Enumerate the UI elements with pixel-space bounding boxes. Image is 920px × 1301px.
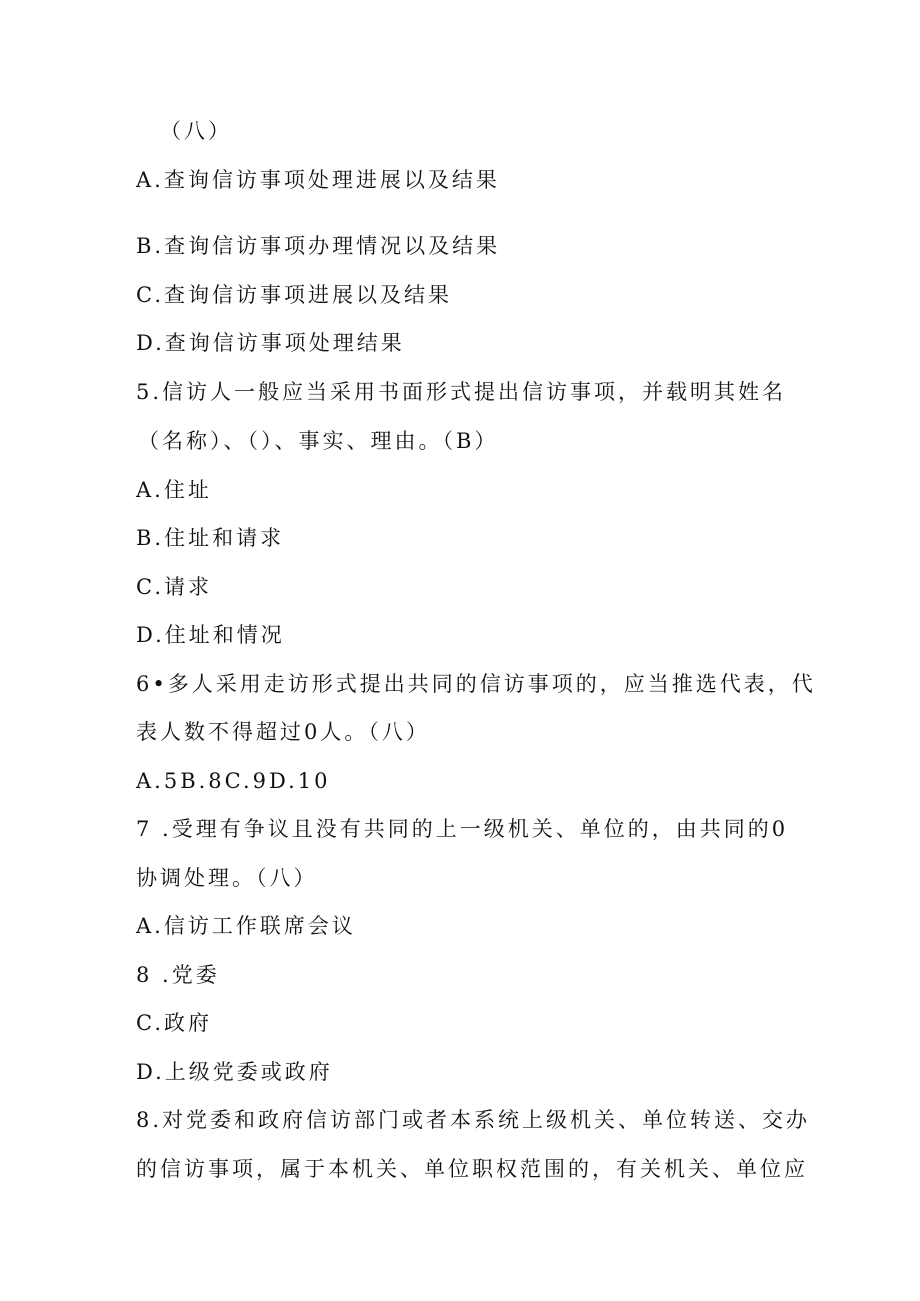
question-7: 7 .受理有争议且没有共同的上一级机关、单位的，由共同的0 [136, 817, 789, 841]
option-a: A.查询信访事项处理进展以及结果 [136, 168, 500, 192]
option-b: 8 .党委 [136, 963, 220, 987]
option-d: D.上级党委或政府 [136, 1060, 333, 1084]
question-6: 6•多人采用走访形式提出共同的信访事项的，应当推选代表，代 [136, 672, 816, 696]
question-8: 8.对党委和政府信访部门或者本系统上级机关、单位转送、交办 [136, 1108, 811, 1132]
question-8-cont: 的信访事项，属于本机关、单位职权范围的，有关机关、单位应 [136, 1157, 808, 1181]
option-c: C.政府 [136, 1011, 212, 1035]
option-c: C.请求 [136, 575, 212, 599]
answer-line: （八） [160, 119, 232, 143]
question-7-cont: 协调处理。（八） [136, 866, 318, 890]
option-b: B.查询信访事项办理情况以及结果 [136, 234, 501, 258]
options-inline: A.5B.8C.9D.10 [136, 769, 331, 793]
option-a: A.住址 [136, 478, 212, 502]
option-c: C.查询信访事项进展以及结果 [136, 283, 452, 307]
question-6-cont: 表人数不得超过0人。（八） [136, 720, 430, 744]
question-5: 5.信访人一般应当采用书面形式提出信访事项，并载明其姓名 [136, 380, 787, 404]
option-a: A.信访工作联席会议 [136, 914, 356, 938]
question-5-cont: （名称）、（）、事实、理由。（B） [138, 429, 499, 453]
option-d: D.住址和情况 [136, 623, 285, 647]
option-d: D.查询信访事项处理结果 [136, 331, 405, 355]
option-b: B.住址和请求 [136, 526, 285, 550]
